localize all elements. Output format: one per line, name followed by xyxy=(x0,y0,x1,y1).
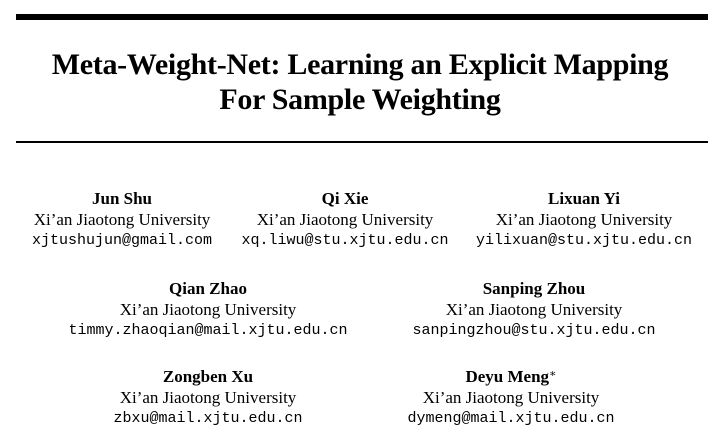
author-name: Sanping Zhou xyxy=(482,279,586,298)
author-block-qian-zhao xyxy=(58,278,358,341)
author-name-line xyxy=(361,366,661,387)
author-affiliation: Xi’an Jiaotong University xyxy=(495,210,673,229)
author-email: yilixuan@stu.xjtu.edu.cn xyxy=(475,232,693,249)
author-email: zbxu@mail.xjtu.edu.cn xyxy=(113,410,303,427)
top-rule xyxy=(16,14,708,20)
title-line-2: For Sample Weighting xyxy=(219,83,501,116)
author-affiliation: Xi’an Jiaotong University xyxy=(119,388,297,407)
title-line-1: Meta-Weight-Net: Learning an Explicit Mapping xyxy=(51,48,669,81)
author-name: Qian Zhao xyxy=(169,279,247,298)
author-name: Lixuan Yi xyxy=(548,189,620,208)
author-email: timmy.zhaoqian@mail.xjtu.edu.cn xyxy=(68,322,348,339)
bottom-rule xyxy=(16,141,708,143)
author-name: Deyu Meng xyxy=(465,367,550,386)
author-affiliation: Xi’an Jiaotong University xyxy=(119,300,297,319)
author-affiliation: Xi’an Jiaotong University xyxy=(33,210,211,229)
author-block-zongben-xu xyxy=(58,366,358,429)
author-block-lixuan-yi xyxy=(434,188,720,251)
author-affiliation: Xi’an Jiaotong University xyxy=(422,388,600,407)
corresponding-author-mark: ∗ xyxy=(549,368,557,380)
author-email: xq.liwu@stu.xjtu.edu.cn xyxy=(241,232,449,249)
author-name: Zongben Xu xyxy=(162,367,254,386)
author-affiliation: Xi’an Jiaotong University xyxy=(256,210,434,229)
author-block-sanping-zhou xyxy=(384,278,684,341)
author-affiliation: Xi’an Jiaotong University xyxy=(445,300,623,319)
author-block-deyu-meng xyxy=(361,366,661,429)
author-email: sanpingzhou@stu.xjtu.edu.cn xyxy=(412,322,656,339)
author-name: Jun Shu xyxy=(91,189,153,208)
author-email: xjtushujun@gmail.com xyxy=(31,232,213,249)
author-email: dymeng@mail.xjtu.edu.cn xyxy=(407,410,615,427)
paper-title xyxy=(0,47,720,117)
author-name: Qi Xie xyxy=(321,189,369,208)
